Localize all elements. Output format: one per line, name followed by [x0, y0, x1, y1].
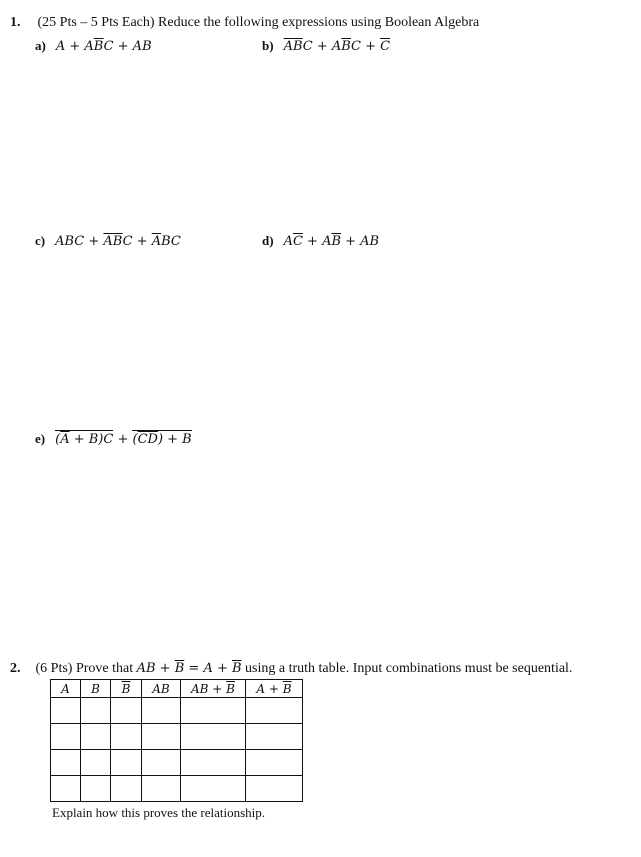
table-cell[interactable] [111, 750, 142, 776]
header-b: B [81, 680, 111, 698]
part-b-expression: $\overline{A}\overline{B}C + A\overline{B}C + \overline{C}$ [283, 39, 391, 54]
table-cell[interactable] [142, 750, 181, 776]
part-b [262, 37, 390, 55]
question-1-header [10, 15, 479, 31]
question-1-prompt: (25 Pts – 5 Pts Each) Reduce the following expressions using Boolean Algebra [37, 15, 480, 30]
table-row [51, 750, 303, 776]
part-d-expression: $A\overline{C} + A\overline{B}$ + AB [283, 234, 380, 249]
table-cell[interactable] [81, 724, 111, 750]
part-e-label: e) [35, 431, 46, 446]
table-cell[interactable] [246, 724, 303, 750]
part-d [262, 232, 379, 250]
part-c-expression: ABC + $\overline{A}\overline{B}C + \overline{A}BC$ [55, 234, 181, 249]
table-cell[interactable] [181, 698, 246, 724]
table-row [51, 724, 303, 750]
explain-instruction: Explain how this proves the relationship. [52, 805, 266, 820]
part-a-label: a) [35, 38, 46, 53]
table-cell[interactable] [111, 776, 142, 802]
table-cell[interactable] [181, 750, 246, 776]
part-a-expression: $A + A\overline{B}C$ + AB [55, 39, 152, 54]
table-cell[interactable] [51, 750, 81, 776]
table-cell[interactable] [81, 750, 111, 776]
header-a: A [51, 680, 81, 698]
part-d-label: d) [262, 233, 274, 248]
question-2-prompt-start: (6 Pts) Prove that [35, 661, 137, 676]
table-cell[interactable] [246, 776, 303, 802]
part-e-expression: $(\overline{A} + B)C + (\overline{CD}) + B$ [55, 432, 192, 447]
table-row [51, 698, 303, 724]
header-a-plus-b-not: $A + \overline{B}$ [246, 680, 303, 698]
part-c-label: c) [35, 233, 46, 248]
truth-table-header-row [51, 680, 303, 698]
part-a [35, 37, 152, 55]
table-row [51, 776, 303, 802]
header-ab-plus-b-not: AB + $\overline{B}$ [181, 680, 246, 698]
table-cell[interactable] [111, 724, 142, 750]
table-cell[interactable] [246, 750, 303, 776]
question-2-header [10, 661, 572, 677]
table-cell[interactable] [142, 776, 181, 802]
table-cell[interactable] [142, 698, 181, 724]
table-cell[interactable] [81, 776, 111, 802]
header-ab: AB [142, 680, 181, 698]
question-1-number: 1. [10, 15, 21, 30]
header-b-not: $\overline{B}$ [111, 680, 142, 698]
table-cell[interactable] [181, 776, 246, 802]
table-cell[interactable] [111, 698, 142, 724]
table-cell[interactable] [51, 724, 81, 750]
table-cell[interactable] [51, 776, 81, 802]
table-cell[interactable] [81, 698, 111, 724]
question-2-equation: AB + $\overline{B} = A + \overline{B}$ [136, 661, 242, 676]
part-e [35, 430, 192, 448]
table-cell[interactable] [181, 724, 246, 750]
truth-table [50, 679, 303, 802]
question-2-prompt-end: using a truth table. Input combinations must be sequential. [241, 661, 573, 676]
table-cell[interactable] [246, 698, 303, 724]
question-2-number: 2. [10, 661, 21, 676]
part-c [35, 232, 181, 250]
table-cell[interactable] [142, 724, 181, 750]
table-cell[interactable] [51, 698, 81, 724]
part-b-label: b) [262, 38, 274, 53]
